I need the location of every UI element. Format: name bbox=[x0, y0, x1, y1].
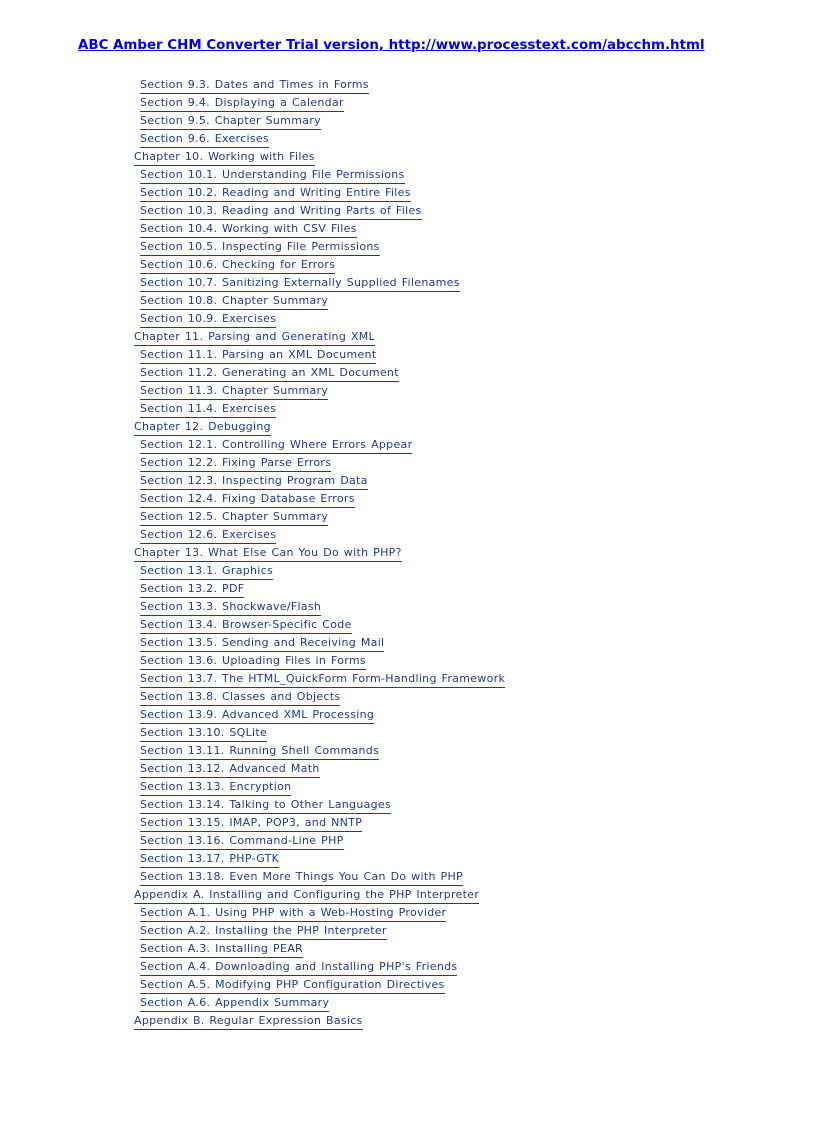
toc-section-link[interactable]: Section 9.5. Chapter Summary bbox=[140, 114, 321, 130]
toc-section-item bbox=[0, 955, 816, 973]
toc-section-link[interactable]: Section 11.4. Exercises bbox=[140, 402, 276, 418]
toc-section-item bbox=[0, 847, 816, 865]
toc-section-link[interactable]: Section 13.3. Shockwave/Flash bbox=[140, 600, 321, 616]
toc-section-link[interactable]: Section 13.14. Talking to Other Languages bbox=[140, 798, 391, 814]
toc-section-link[interactable]: Section A.2. Installing the PHP Interpreter bbox=[140, 924, 387, 940]
toc-section-link[interactable]: Section 13.4. Browser-Specific Code bbox=[140, 618, 352, 634]
toc-section-item bbox=[0, 505, 816, 523]
toc-section-item bbox=[0, 577, 816, 595]
toc-section-link[interactable]: Section 13.10. SQLite bbox=[140, 726, 267, 742]
toc-section-link[interactable]: Section 12.4. Fixing Database Errors bbox=[140, 492, 355, 508]
toc-section-item bbox=[0, 667, 816, 685]
toc-chapter-link[interactable]: Chapter 10. Working with Files bbox=[134, 150, 315, 166]
toc-section-item bbox=[0, 235, 816, 253]
toc-section-link[interactable]: Section 11.1. Parsing an XML Document bbox=[140, 348, 376, 364]
toc-chapter-item bbox=[0, 325, 816, 343]
toc-section-item bbox=[0, 487, 816, 505]
toc-section-link[interactable]: Section 12.5. Chapter Summary bbox=[140, 510, 328, 526]
toc-section-link[interactable]: Section A.5. Modifying PHP Configuration Directives bbox=[140, 978, 445, 994]
toc-section-item bbox=[0, 307, 816, 325]
toc-section-item bbox=[0, 127, 816, 145]
toc-chapter-link[interactable]: Appendix A. Installing and Configuring the PHP Interpreter bbox=[134, 888, 479, 904]
table-of-contents bbox=[0, 73, 816, 1027]
toc-section-item bbox=[0, 199, 816, 217]
toc-section-item bbox=[0, 163, 816, 181]
toc-section-link[interactable]: Section 13.16. Command-Line PHP bbox=[140, 834, 344, 850]
toc-section-link[interactable]: Section 11.3. Chapter Summary bbox=[140, 384, 328, 400]
toc-section-item bbox=[0, 595, 816, 613]
toc-section-link[interactable]: Section 12.6. Exercises bbox=[140, 528, 276, 544]
toc-section-link[interactable]: Section 13.11. Running Shell Commands bbox=[140, 744, 379, 760]
toc-section-link[interactable]: Section 9.6. Exercises bbox=[140, 132, 269, 148]
toc-section-link[interactable]: Section A.4. Downloading and Installing PHP's Friends bbox=[140, 960, 457, 976]
toc-section-item bbox=[0, 775, 816, 793]
toc-section-link[interactable]: Section 13.5. Sending and Receiving Mail bbox=[140, 636, 384, 652]
toc-chapter-link[interactable]: Chapter 13. What Else Can You Do with PHP? bbox=[134, 546, 402, 562]
toc-section-item bbox=[0, 703, 816, 721]
converter-trial-banner-link[interactable]: ABC Amber CHM Converter Trial version, http://www.processtext.com/abcchm.html bbox=[78, 38, 705, 53]
toc-section-link[interactable]: Section 13.7. The HTML_QuickForm Form-Handling Framework bbox=[140, 672, 505, 688]
toc-section-item bbox=[0, 757, 816, 775]
toc-section-item bbox=[0, 613, 816, 631]
toc-section-link[interactable]: Section 10.3. Reading and Writing Parts of Files bbox=[140, 204, 422, 220]
toc-section-link[interactable]: Section A.1. Using PHP with a Web-Hosting Provider bbox=[140, 906, 446, 922]
toc-section-link[interactable]: Section 12.1. Controlling Where Errors Appear bbox=[140, 438, 412, 454]
toc-section-item bbox=[0, 901, 816, 919]
toc-section-link[interactable]: Section 9.3. Dates and Times in Forms bbox=[140, 78, 369, 94]
toc-section-link[interactable]: Section 10.6. Checking for Errors bbox=[140, 258, 335, 274]
toc-section-item bbox=[0, 937, 816, 955]
toc-section-item bbox=[0, 91, 816, 109]
toc-section-link[interactable]: Section 10.4. Working with CSV Files bbox=[140, 222, 357, 238]
toc-section-link[interactable]: Section 10.8. Chapter Summary bbox=[140, 294, 328, 310]
toc-section-link[interactable]: Section 10.5. Inspecting File Permissions bbox=[140, 240, 380, 256]
toc-chapter-item bbox=[0, 541, 816, 559]
toc-section-link[interactable]: Section 10.9. Exercises bbox=[140, 312, 276, 328]
toc-section-link[interactable]: Section 13.15. IMAP, POP3, and NNTP bbox=[140, 816, 362, 832]
toc-section-item bbox=[0, 343, 816, 361]
toc-section-link[interactable]: Section 10.2. Reading and Writing Entire Files bbox=[140, 186, 411, 202]
toc-section-item bbox=[0, 721, 816, 739]
toc-section-item bbox=[0, 523, 816, 541]
toc-chapter-link[interactable]: Appendix B. Regular Expression Basics bbox=[134, 1014, 363, 1030]
toc-chapter-item bbox=[0, 145, 816, 163]
toc-section-link[interactable]: Section 13.13. Encryption bbox=[140, 780, 291, 796]
toc-section-item bbox=[0, 379, 816, 397]
toc-section-item bbox=[0, 253, 816, 271]
toc-chapter-item bbox=[0, 1009, 816, 1027]
toc-section-item bbox=[0, 73, 816, 91]
toc-section-item bbox=[0, 649, 816, 667]
toc-section-link[interactable]: Section 10.7. Sanitizing Externally Supplied Filenames bbox=[140, 276, 460, 292]
toc-section-link[interactable]: Section 12.3. Inspecting Program Data bbox=[140, 474, 368, 490]
toc-chapter-link[interactable]: Chapter 12. Debugging bbox=[134, 420, 271, 436]
toc-section-link[interactable]: Section 12.2. Fixing Parse Errors bbox=[140, 456, 331, 472]
toc-chapter-item bbox=[0, 415, 816, 433]
toc-section-link[interactable]: Section 13.17. PHP-GTK bbox=[140, 852, 279, 868]
toc-section-item bbox=[0, 631, 816, 649]
toc-section-link[interactable]: Section A.6. Appendix Summary bbox=[140, 996, 329, 1012]
toc-section-item bbox=[0, 829, 816, 847]
toc-section-item bbox=[0, 469, 816, 487]
toc-section-item bbox=[0, 397, 816, 415]
toc-section-item bbox=[0, 109, 816, 127]
toc-section-link[interactable]: Section 9.4. Displaying a Calendar bbox=[140, 96, 344, 112]
toc-section-link[interactable]: Section A.3. Installing PEAR bbox=[140, 942, 303, 958]
toc-section-link[interactable]: Section 13.8. Classes and Objects bbox=[140, 690, 340, 706]
toc-section-link[interactable]: Section 13.2. PDF bbox=[140, 582, 244, 598]
toc-section-item bbox=[0, 973, 816, 991]
toc-section-item bbox=[0, 739, 816, 757]
toc-section-item bbox=[0, 793, 816, 811]
toc-section-item bbox=[0, 559, 816, 577]
toc-section-item bbox=[0, 433, 816, 451]
toc-section-link[interactable]: Section 13.6. Uploading Files in Forms bbox=[140, 654, 366, 670]
toc-section-item bbox=[0, 361, 816, 379]
toc-section-item bbox=[0, 811, 816, 829]
toc-section-item bbox=[0, 271, 816, 289]
toc-section-item bbox=[0, 181, 816, 199]
toc-section-link[interactable]: Section 10.1. Understanding File Permissions bbox=[140, 168, 405, 184]
toc-section-item bbox=[0, 865, 816, 883]
toc-section-link[interactable]: Section 13.9. Advanced XML Processing bbox=[140, 708, 374, 724]
toc-chapter-link[interactable]: Chapter 11. Parsing and Generating XML bbox=[134, 330, 375, 346]
toc-section-link[interactable]: Section 13.1. Graphics bbox=[140, 564, 273, 580]
toc-section-link[interactable]: Section 13.18. Even More Things You Can Do with PHP bbox=[140, 870, 463, 886]
toc-chapter-item bbox=[0, 883, 816, 901]
toc-section-link[interactable]: Section 13.12. Advanced Math bbox=[140, 762, 320, 778]
toc-section-link[interactable]: Section 11.2. Generating an XML Document bbox=[140, 366, 399, 382]
